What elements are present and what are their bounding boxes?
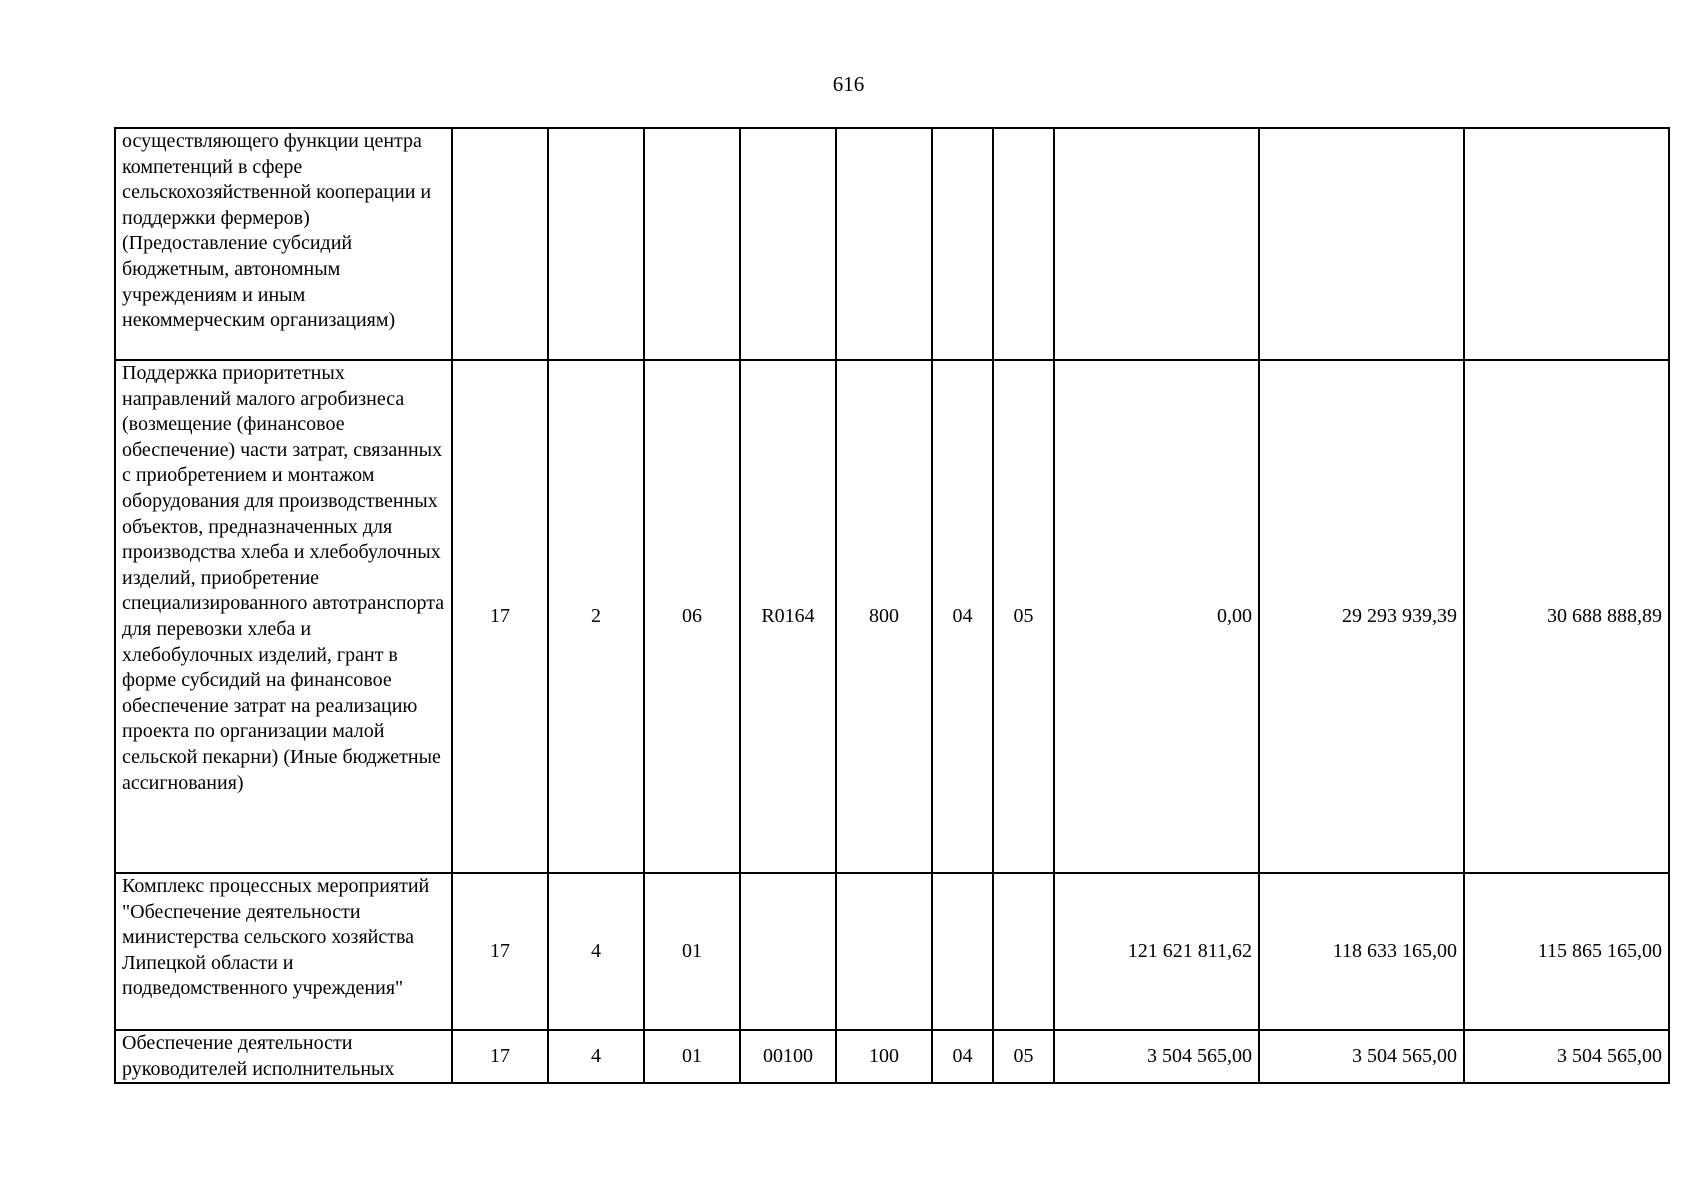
subprogram-code-cell: 4 <box>548 1030 644 1083</box>
program-code-cell: 17 <box>452 360 548 873</box>
table-row <box>115 128 1669 360</box>
row-name-cell: осуществляющего функции центра компетенций в сфере сельскохозяйственной кооперации и поддержки фермеров) (Предоставление субсидий бюджетным, автономным учреждениям и иным некоммерческим организациям) <box>115 128 452 360</box>
expense-type-cell <box>836 128 932 360</box>
amount-year-2-cell <box>1259 128 1464 360</box>
amount-year-1-cell: 121 621 811,62 <box>1054 873 1259 1030</box>
event-code-cell: 06 <box>644 360 740 873</box>
program-code-cell: 17 <box>452 873 548 1030</box>
subprogram-code-cell: 2 <box>548 360 644 873</box>
section-cell: 04 <box>932 1030 993 1083</box>
direction-code-cell: R0164 <box>740 360 836 873</box>
event-code-cell <box>644 128 740 360</box>
amount-year-1-cell <box>1054 128 1259 360</box>
row-name-cell: Поддержка приоритетных направлений малого агробизнеса (возмещение (финансовое обеспечение) части затрат, связанных с приобретением и монтажом оборудования для производственных объектов, предназначенных для производства хлеба и хлебобулочных изделий, приобретение специализированного автотранспорта для перевозки хлеба и хлебобулочных изделий, грант в форме субсидий на финансовое обеспечение затрат на реализацию проекта по организации малой сельской пекарни) (Иные бюджетные ассигнования) <box>115 360 452 873</box>
amount-year-3-cell: 3 504 565,00 <box>1464 1030 1669 1083</box>
expense-type-cell: 100 <box>836 1030 932 1083</box>
amount-year-3-cell: 115 865 165,00 <box>1464 873 1669 1030</box>
subsection-cell <box>993 873 1054 1030</box>
program-code-cell <box>452 128 548 360</box>
amount-year-2-cell: 29 293 939,39 <box>1259 360 1464 873</box>
amount-year-1-cell: 3 504 565,00 <box>1054 1030 1259 1083</box>
subsection-cell: 05 <box>993 1030 1054 1083</box>
subsection-cell: 05 <box>993 360 1054 873</box>
direction-code-cell: 00100 <box>740 1030 836 1083</box>
amount-year-2-cell: 118 633 165,00 <box>1259 873 1464 1030</box>
table-row <box>115 873 1669 1030</box>
program-code-cell: 17 <box>452 1030 548 1083</box>
amount-year-3-cell: 30 688 888,89 <box>1464 360 1669 873</box>
event-code-cell: 01 <box>644 1030 740 1083</box>
amount-year-1-cell: 0,00 <box>1054 360 1259 873</box>
row-name-cell: Комплекс процессных мероприятий "Обеспечение деятельности министерства сельского хозяйства Липецкой области и подведомственного учреждения" <box>115 873 452 1030</box>
subprogram-code-cell: 4 <box>548 873 644 1030</box>
section-cell: 04 <box>932 360 993 873</box>
expense-type-cell <box>836 873 932 1030</box>
section-cell <box>932 128 993 360</box>
subsection-cell <box>993 128 1054 360</box>
amount-year-2-cell: 3 504 565,00 <box>1259 1030 1464 1083</box>
table-row <box>115 360 1669 873</box>
expense-type-cell: 800 <box>836 360 932 873</box>
section-cell <box>932 873 993 1030</box>
page-number: 616 <box>832 72 865 96</box>
direction-code-cell <box>740 873 836 1030</box>
direction-code-cell <box>740 128 836 360</box>
amount-year-3-cell <box>1464 128 1669 360</box>
subprogram-code-cell <box>548 128 644 360</box>
event-code-cell: 01 <box>644 873 740 1030</box>
table-row <box>115 1030 1669 1083</box>
budget-table <box>114 127 1670 1084</box>
row-name-cell: Обеспечение деятельности руководителей исполнительных <box>115 1030 452 1083</box>
